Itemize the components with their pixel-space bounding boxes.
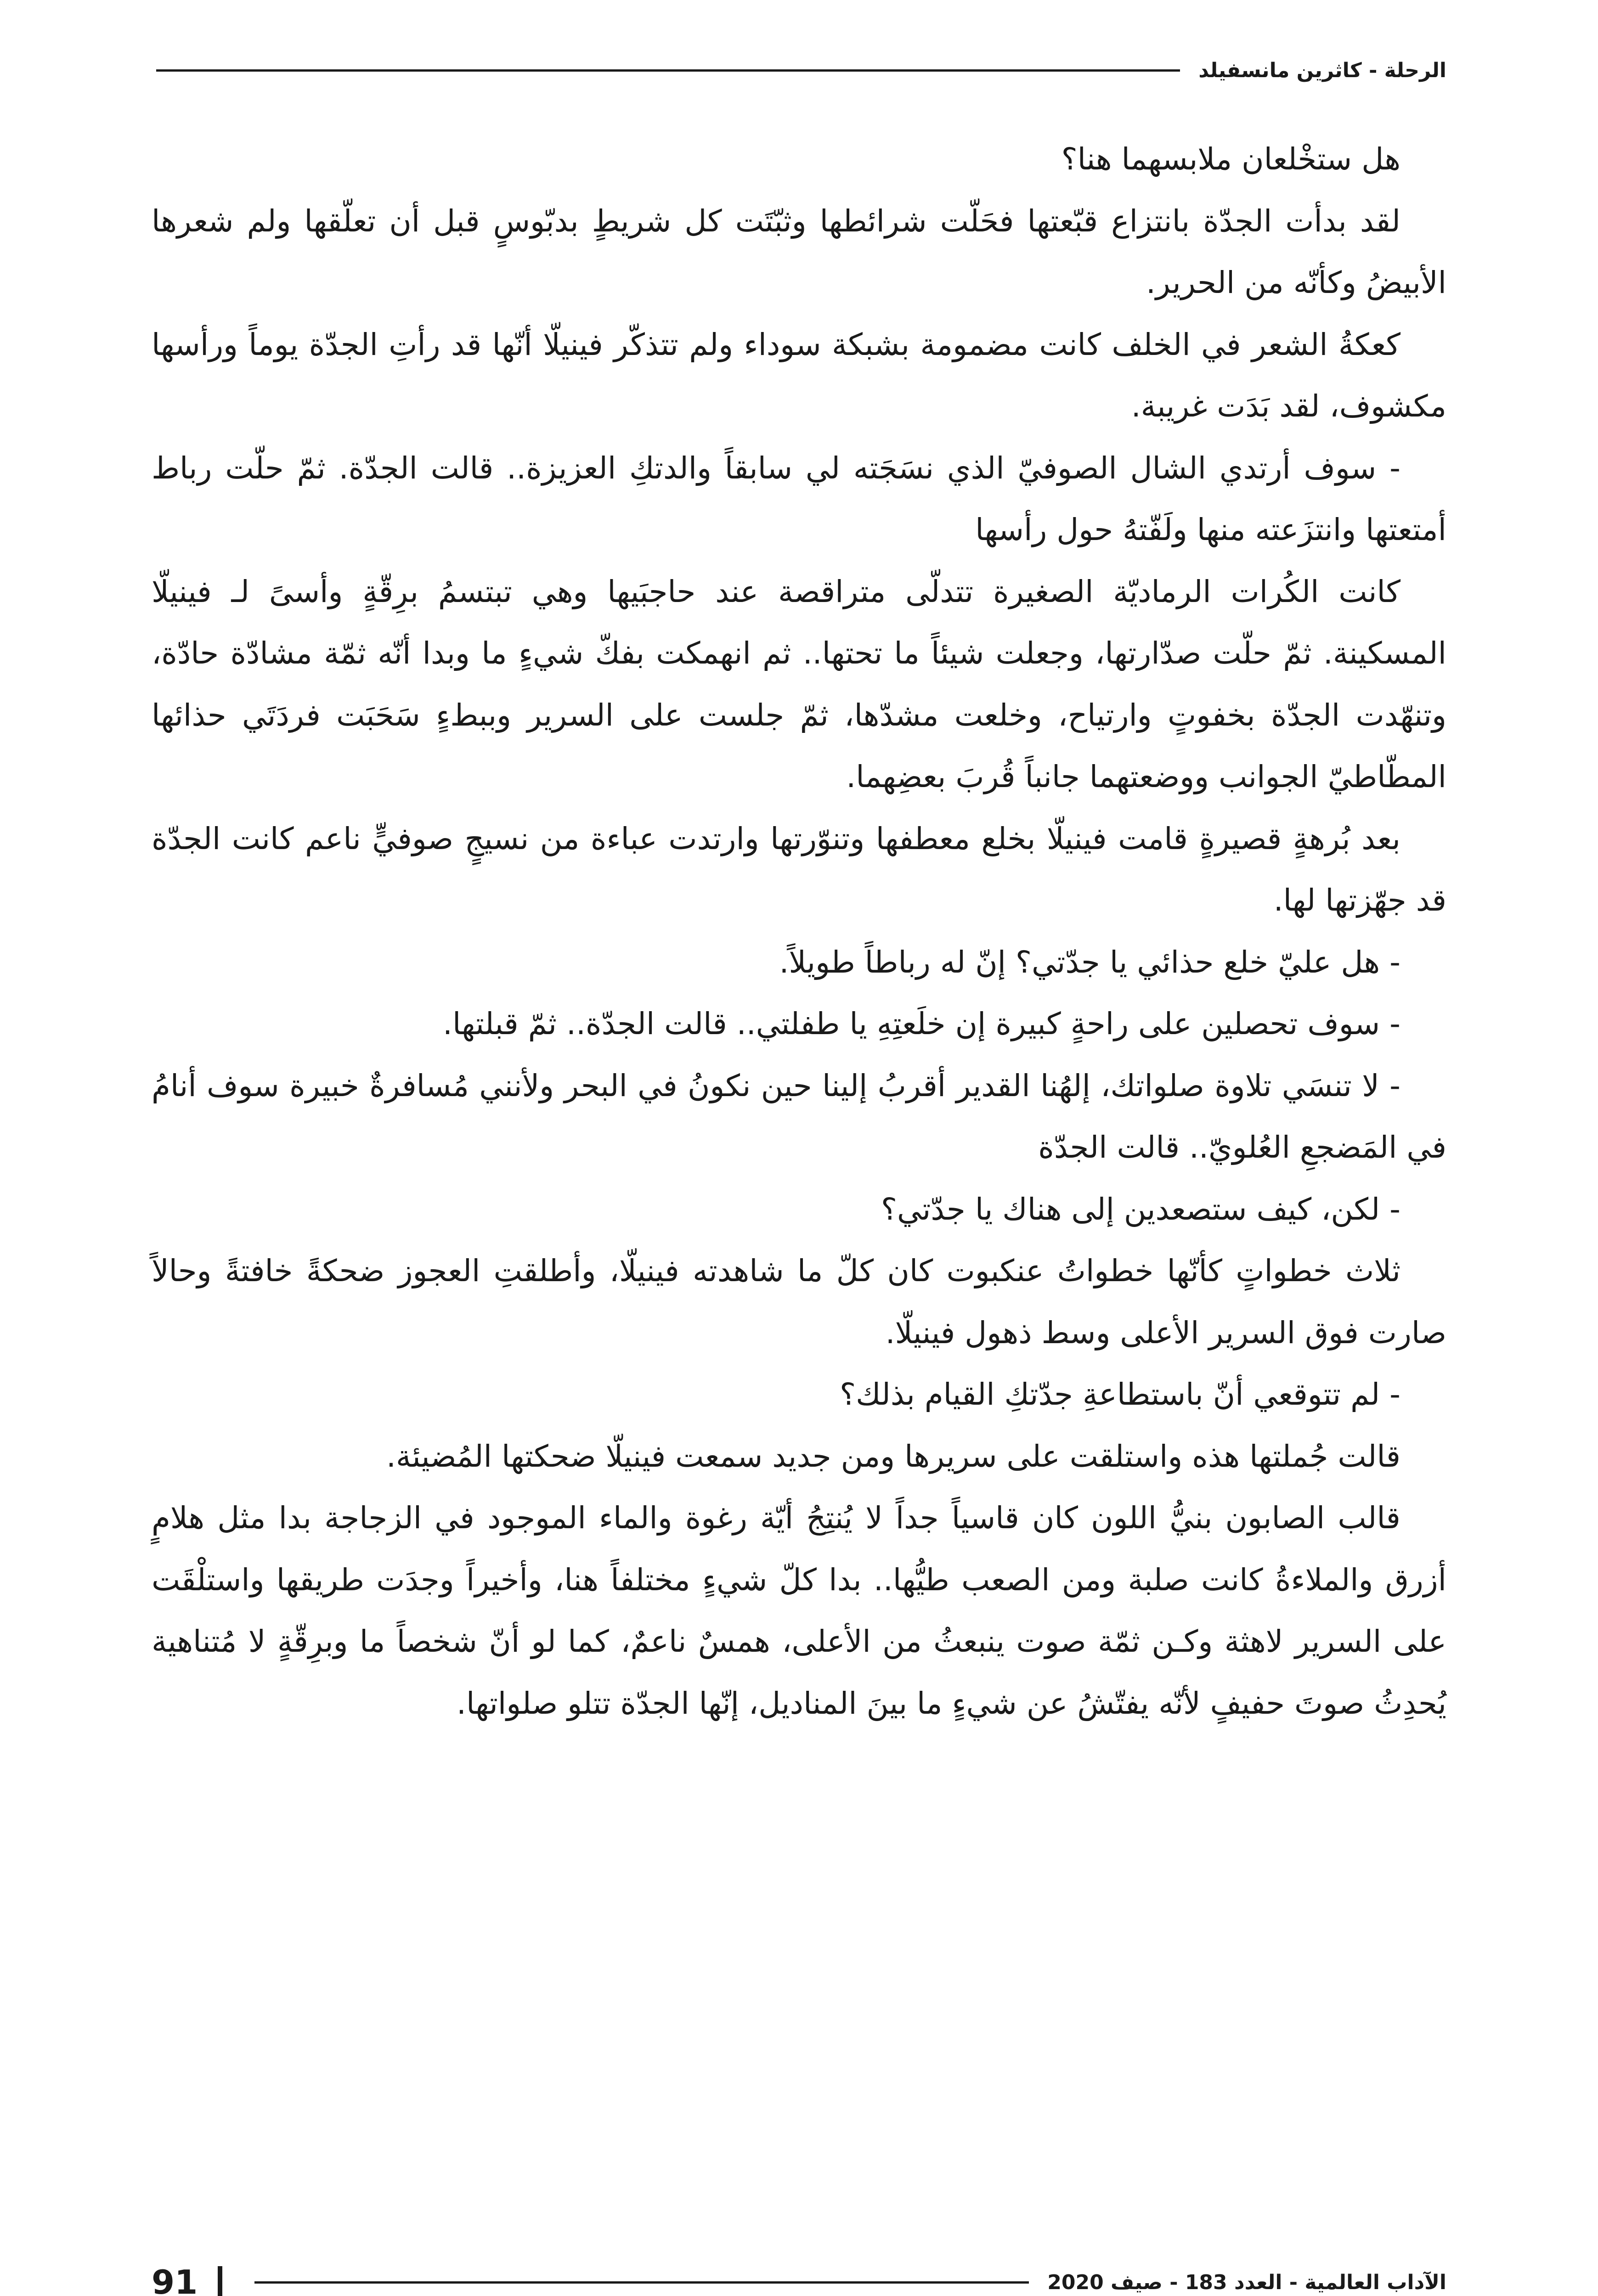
paragraph: - سوف أرتدي الشال الصوفيّ الذي نسَجَته لي سابقاً والدتكِ العزيزة.. قالت الجدّة. ثمّ حلّت رباط أمتعتها وانتزَعته منها ولَفّتهُ حول رأسها	[152, 450, 1446, 547]
footer-separator	[218, 2266, 222, 2296]
paragraph: - هل عليّ خلع حذائي يا جدّتي؟ إنّ له رباطاً طويلاً.	[779, 944, 1400, 980]
paragraph: بعد بُرهةٍ قصيرةٍ قامت فينيلّا بخلع معطفها وتنوّرتها وارتدت عباءة من نسيجٍ صوفيٍّ ناعم كانت الجدّة قد جهّزتها لها.	[152, 821, 1446, 918]
paragraph: كعكةُ الشعر في الخلف كانت مضمومة بشبكة سوداء ولم تتذكّر فينيلّا أنّها قد رأتِ الجدّة يوماً ورأسها مكشوف، لقد بَدَت غريبة.	[152, 326, 1446, 424]
paragraph: - لا تنسَي تلاوة صلواتك، إلهُنا القدير أقربُ إلينا حين نكونُ في البحر ولأنني مُسافرةٌ خبيرة سوف أنامُ في المَضجعِ العُلويّ.. قالت الجدّة	[152, 1068, 1446, 1165]
footer-rule	[254, 2281, 1029, 2284]
paragraph: قالت جُملتها هذه واستلقت على سريرها ومن جديد سمعت فينيلّا ضحكتها المُضيئة.	[386, 1438, 1400, 1474]
article-body	[152, 129, 1446, 1734]
page-number: 91	[152, 2263, 198, 2296]
paragraph: هل ستخْلعان ملابسهما هنا؟	[1061, 141, 1400, 177]
paragraph: - لم تتوقعي أنّ باستطاعةِ جدّتكِ القيام بذلك؟	[840, 1377, 1400, 1412]
paragraph: كانت الكُرات الرماديّة الصغيرة تتدلّى متراقصة عند حاجبَيها وهي تبتسمُ برِقّةٍ وأسىً لـ فينيلّا المسكينة. ثمّ حلّت صدّارتها، وجعلت شيئاً ما تحتها.. ثم انهمكت بفكّ شيءٍ ما وبدا أنّه ثمّة مشادّة حادّة، وتنهّدت الجدّة بخفوتٍ وارتياح، وخلعت مشدّها، ثمّ جلست على السرير وببطءٍ سَحَبَت فردَتَي حذائها المطّاطيّ الجوانب ووضعتهما جانباً قُربَ بعضِهما.	[152, 574, 1446, 794]
header-rule	[156, 69, 1180, 72]
paragraph: لقد بدأت الجدّة بانتزاع قبّعتها فحَلّت شرائطها وثبّتَت كل شريطٍ بدبّوسٍ قبل أن تعلّقها ولم شعرها الأبيضُ وكأنّه من الحرير.	[152, 203, 1446, 300]
page-header	[156, 54, 1446, 86]
paragraph: - لكن، كيف ستصعدين إلى هناك يا جدّتي؟	[881, 1191, 1400, 1227]
page-footer	[152, 2264, 1446, 2296]
journal-info: الآداب العالمية - العدد 183 - صيف 2020	[1047, 2270, 1446, 2294]
paragraph: قالب الصابون بنيُّ اللون كان قاسياً جداً لا يُنتِجُ أيّة رغوة والماء الموجود في الزجاجة بدا مثل هلامٍ أزرق والملاءةُ كانت صلبة ومن الصعب طيُّها.. بدا كلّ شيءٍ مختلفاً هنا، وأخيراً وجدَت طريقها واستلْقَت على السرير لاهثة وكـن ثمّة صوت ينبعثُ من الأعلى، همسٌ ناعمٌ، كما لو أنّ شخصاً ما وبرِقّةٍ لا مُتناهية يُحدِثُ صوتَ حفيفٍ لأنّه يفتّشُ عن شيءٍ ما بينَ المناديل، إنّها الجدّة تتلو صلواتها.	[152, 1500, 1446, 1721]
paragraph: ثلاث خطواتٍ كأنّها خطواتُ عنكبوت كان كلّ ما شاهدته فينيلّا، وأطلقتِ العجوز ضحكةً خافتةً وحالاً صارت فوق السرير الأعلى وسط ذهول فينيلّا.	[152, 1253, 1446, 1351]
running-title: الرحلة - كاثرين مانسفيلد	[1198, 58, 1446, 82]
paragraph: - سوف تحصلين على راحةٍ كبيرة إن خلَعتِهِ يا طفلتي.. قالت الجدّة.. ثمّ قبلتها.	[442, 1006, 1400, 1041]
